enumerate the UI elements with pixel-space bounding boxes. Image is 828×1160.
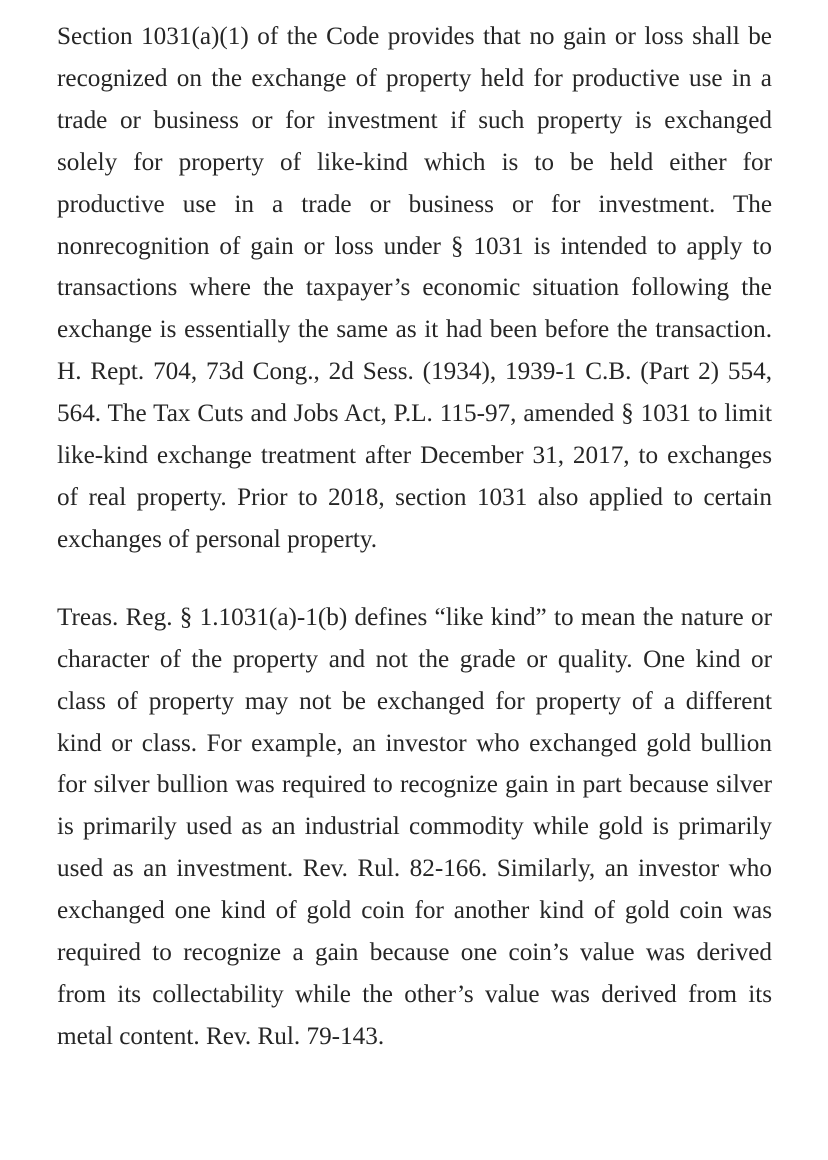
paragraph-like-kind-definition: Treas. Reg. § 1.1031(a)-1(b) defines “like kind” to mean the nature or character of the property and not the grade or quality. One kind or class of property may not be exchanged for property of a different kind or class. For example, an investor who exchanged gold bullion for silver bullion was required to recognize gain in part because silver is primarily used as an industrial commodity while gold is primarily used as an investment. Rev. Rul. 82-166. Similarly, an investor who exchanged one kind of gold coin for another kind of gold coin was required to recognize a gain because one coin’s value was derived from its collectability while the other’s value was derived from its metal content. Rev. Rul. 79-143. (57, 603, 772, 1050)
document-body (57, 16, 772, 1058)
paragraph-section-1031: Section 1031(a)(1) of the Code provides that no gain or loss shall be recognized on the exchange of property held for productive use in a trade or business or for investment if such property is exchanged solely for property of like-kind which is to be held either for productive use in a trade or business or for investment. The nonrecognition of gain or loss under § 1031 is intended to apply to transactions where the taxpayer’s economic situation following the exchange is essentially the same as it had been before the transaction. H. Rept. 704, 73d Cong., 2d Sess. (1934), 1939-1 C.B. (Part 2) 554, 564. The Tax Cuts and Jobs Act, P.L. 115-97, amended § 1031 to limit like-kind exchange treatment after December 31, 2017, to exchanges of real property. Prior to 2018, section 1031 also applied to certain exchanges of personal property. (57, 23, 772, 553)
